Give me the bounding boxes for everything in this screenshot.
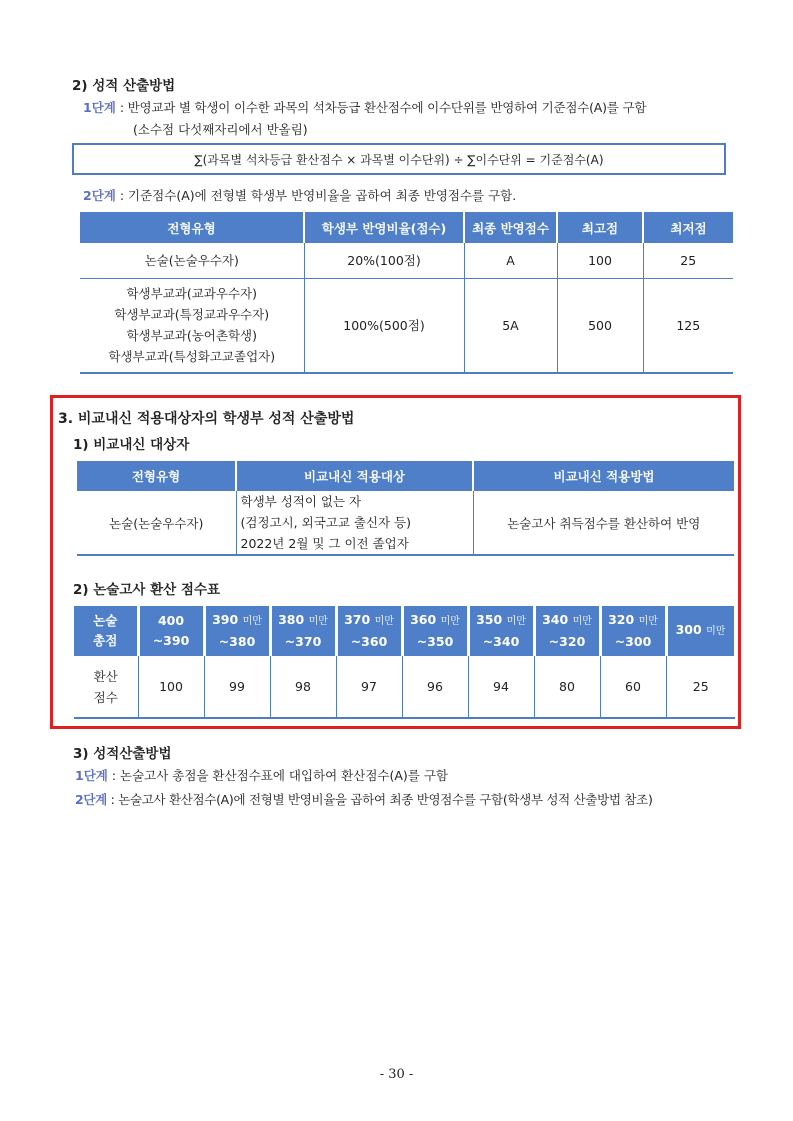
conversion-table — [74, 606, 737, 719]
table-cell — [236, 491, 473, 555]
range-header — [402, 606, 468, 656]
step-label: 1단계 — [75, 768, 108, 783]
score-cell: 25 — [692, 679, 709, 694]
range-top: 390 — [212, 612, 239, 627]
table-cell: 20%(100점) — [304, 243, 464, 278]
formula-text: ∑(과목별 석차등급 환산점수 × 과목별 이수단위) ÷ ∑이수단위 = 기준점수(A) — [194, 152, 604, 167]
score-ratio-table — [80, 212, 733, 374]
target-line: 2022년 2월 및 그 이전 졸업자 — [240, 536, 409, 551]
range-bottom: ~350 — [416, 634, 454, 649]
column-header: 비교내신 적용방법 — [473, 461, 734, 491]
score-cell: 97 — [336, 656, 402, 718]
range-suffix: 미만 — [506, 616, 526, 627]
row-header — [74, 656, 138, 718]
range-suffix: 미만 — [308, 616, 328, 627]
table-cell: 논술(논술우수자) — [80, 243, 304, 278]
step-text: : 반영교과 별 학생이 이수한 과목의 석차등급 환산점수에 이수단위를 반영하여 기준점수(A)를 구함 — [119, 100, 647, 115]
step-label: 2단계 — [75, 792, 107, 807]
range-top: 300 — [675, 622, 702, 637]
score-cell: 94 — [468, 656, 534, 718]
table-header-row — [74, 606, 735, 656]
step1-line — [75, 766, 448, 784]
page-number: - 30 - — [379, 1067, 414, 1082]
row-header — [74, 606, 138, 656]
table-cell: 100%(500점) — [304, 278, 464, 373]
table-header-row — [80, 212, 733, 243]
step-label: 2단계 — [83, 188, 116, 203]
range-top: 360 — [410, 612, 437, 627]
table-cell: A — [464, 243, 557, 278]
column-header: 최저점 — [643, 212, 733, 243]
range-header — [138, 606, 204, 656]
table-cell: 500 — [557, 278, 643, 373]
range-top: 320 — [608, 612, 635, 627]
range-suffix: 미만 — [706, 626, 726, 637]
range-header — [600, 606, 666, 656]
range-header — [336, 606, 402, 656]
range-header — [666, 606, 735, 656]
table-header-row — [77, 461, 734, 491]
step-text: : 기준점수(A)에 전형별 학생부 반영비율을 곱하여 최종 반영점수를 구함. — [119, 188, 517, 203]
range-suffix: 미만 — [374, 616, 394, 627]
score-cell: 60 — [600, 656, 666, 718]
range-bottom: ~300 — [614, 634, 652, 649]
column-header: 최종 반영점수 — [464, 212, 557, 243]
range-suffix: 미만 — [242, 616, 262, 627]
range-bottom: ~390 — [152, 633, 190, 648]
step1-line — [83, 98, 646, 116]
range-top: 380 — [278, 612, 305, 627]
table-cell — [80, 278, 304, 373]
range-header — [270, 606, 336, 656]
comparison-table — [77, 461, 734, 556]
table-cell: 논술(논술우수자) — [77, 491, 236, 555]
range-top: 400 — [157, 613, 185, 628]
column-header: 학생부 반영비율(점수) — [304, 212, 464, 243]
row-header-line: 환산 — [93, 668, 118, 684]
score-cell: 99 — [204, 656, 270, 718]
type-line: 학생부교과(농어촌학생) — [126, 328, 257, 344]
table-cell: 25 — [643, 243, 733, 278]
subsection-heading: 1) 비교내신 대상자 — [73, 437, 190, 453]
range-suffix: 미만 — [638, 616, 658, 627]
range-suffix: 미만 — [572, 616, 592, 627]
range-bottom: ~380 — [218, 634, 256, 649]
score-cell: 80 — [534, 656, 600, 718]
target-line: 학생부 성적이 없는 자 — [240, 494, 362, 509]
range-bottom: ~320 — [548, 634, 586, 649]
row-header-line: 총점 — [93, 633, 118, 648]
range-header — [204, 606, 270, 656]
range-top: 370 — [344, 612, 371, 627]
range-bottom: ~360 — [350, 634, 388, 649]
section-heading: 3. 비교내신 적용대상자의 학생부 성적 산출방법 — [58, 411, 355, 427]
table-cell: 125 — [676, 317, 701, 333]
row-header-line: 점수 — [93, 689, 118, 705]
step-text: : 논술고사 총점을 환산점수표에 대입하여 환산점수(A)를 구함 — [111, 768, 449, 783]
score-cell: 98 — [270, 656, 336, 718]
table-cell: 100 — [557, 243, 643, 278]
table-row — [80, 243, 733, 278]
range-suffix: 미만 — [440, 616, 460, 627]
section-heading: 2) 성적 산출방법 — [72, 78, 176, 94]
table-row — [74, 656, 735, 718]
range-bottom: ~370 — [284, 634, 322, 649]
range-top: 340 — [542, 612, 569, 627]
subsection-heading: 2) 논술고사 환산 점수표 — [73, 582, 221, 598]
type-line: 학생부교과(교과우수자) — [126, 286, 257, 302]
score-cell: 96 — [402, 656, 468, 718]
column-header: 전형유형 — [80, 212, 304, 243]
column-header: 비교내신 적용대상 — [236, 461, 473, 491]
column-header: 전형유형 — [77, 461, 236, 491]
table-row — [80, 278, 733, 373]
score-cell: 100 — [138, 656, 204, 718]
target-line: (검정고시, 외국고교 출신자 등) — [240, 515, 412, 530]
formula-box — [72, 143, 726, 175]
table-cell: 5A — [464, 278, 557, 373]
type-line: 학생부교과(특정교과우수자) — [114, 307, 270, 323]
range-header — [468, 606, 534, 656]
step2-line — [83, 186, 516, 204]
table-row — [77, 491, 734, 555]
range-top: 350 — [476, 612, 503, 627]
range-bottom: ~340 — [482, 634, 520, 649]
column-header: 최고점 — [557, 212, 643, 243]
type-line: 학생부교과(특성화고교졸업자) — [108, 349, 276, 365]
row-header-line: 논술 — [93, 613, 118, 628]
range-header — [534, 606, 600, 656]
subsection-heading: 3) 성적산출방법 — [73, 746, 172, 762]
table-cell: 논술고사 취득점수를 환산하여 반영 — [507, 515, 701, 531]
step-text: : 논술고사 환산점수(A)에 전형별 반영비율을 곱하여 최종 반영점수를 구함(학생부 성적 산출방법 참조) — [110, 792, 653, 807]
step2-line — [75, 790, 653, 808]
step1-line2: (소수점 다섯째자리에서 반올림) — [133, 122, 308, 137]
step-label: 1단계 — [83, 100, 116, 115]
